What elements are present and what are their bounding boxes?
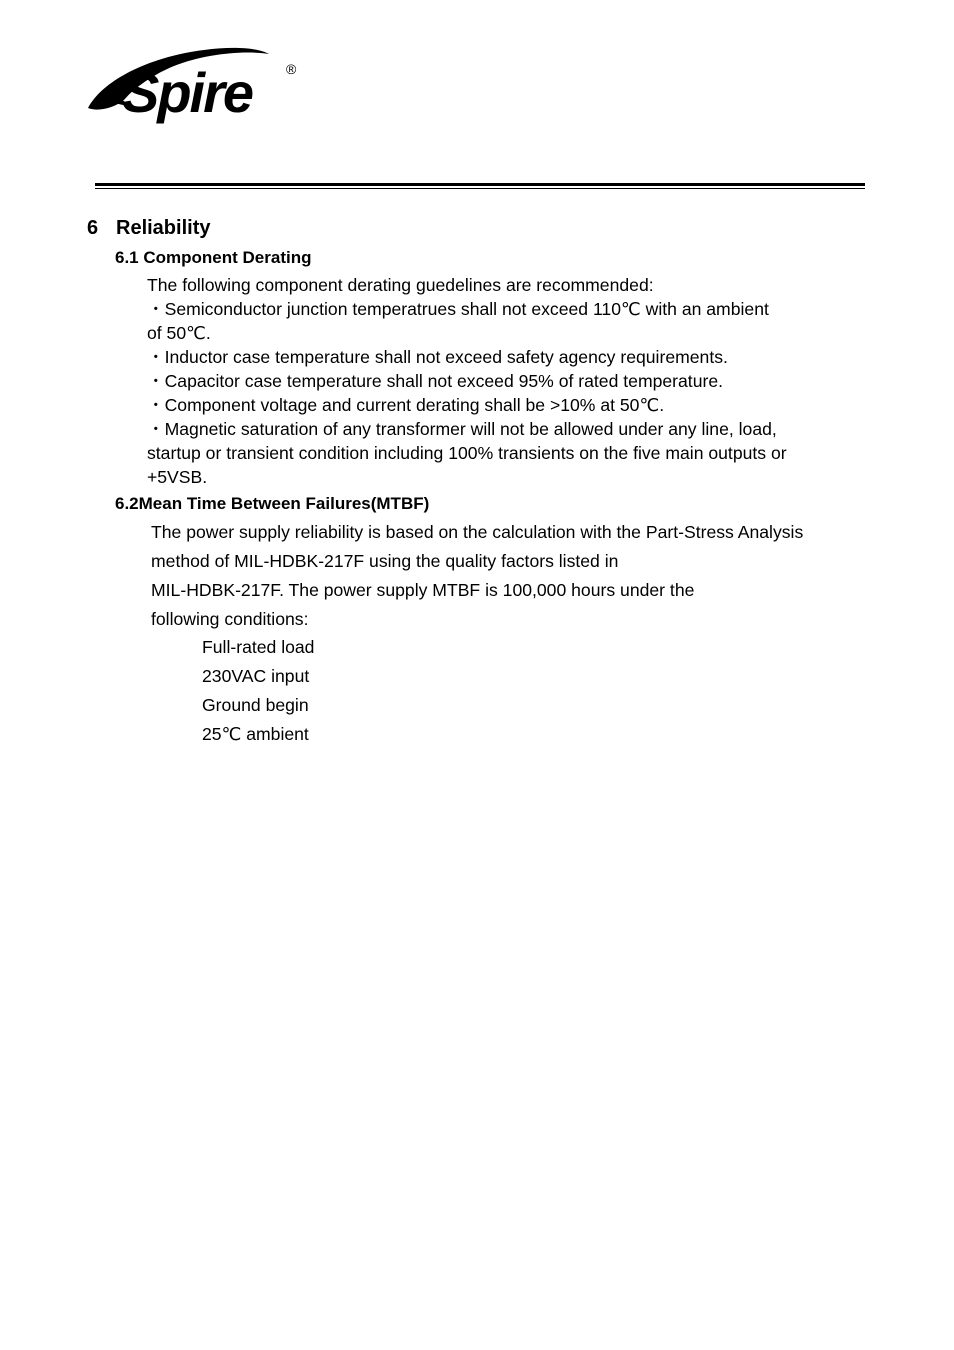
mtbf-line: MIL-HDBK-217F. The power supply MTBF is 100,000 hours under the xyxy=(151,580,695,600)
registered-mark: ® xyxy=(286,61,297,77)
subsection-title: Mean Time Between Failures(MTBF) xyxy=(138,494,430,513)
derating-item-magnetic-cont: startup or transient condition including 100% transients on the five main outputs or xyxy=(147,443,787,463)
condition-item: 25℃ ambient xyxy=(202,724,309,744)
spire-logo xyxy=(84,38,304,130)
mtbf-line: following conditions: xyxy=(151,609,309,629)
logo-wordmark: Spire xyxy=(122,61,253,124)
derating-item-magnetic-end: +5VSB. xyxy=(147,467,208,487)
mtbf-line: method of MIL-HDBK-217F using the quality factors listed in xyxy=(151,551,619,571)
condition-item: Ground begin xyxy=(202,695,309,715)
condition-item: Full-rated load xyxy=(202,637,315,657)
derating-item-voltage-current: ・Component voltage and current derating shall be >10% at 50℃. xyxy=(147,395,665,415)
header-rule-thick xyxy=(95,183,865,186)
derating-item-semiconductor-cont: of 50℃. xyxy=(147,323,211,343)
section-heading xyxy=(87,217,210,240)
derating-item-semiconductor: ・Semiconductor junction temperatrues shall not exceed 110℃ with an ambient xyxy=(147,299,769,319)
condition-item: 230VAC input xyxy=(202,666,310,686)
derating-item-capacitor: ・Capacitor case temperature shall not exceed 95% of rated temperature. xyxy=(147,371,724,391)
mtbf-line: The power supply reliability is based on the calculation with the Part-Stress Analysis xyxy=(151,522,804,542)
subsection-heading-component-derating xyxy=(115,248,311,268)
section-title: Reliability xyxy=(116,217,211,239)
subsection-number: 6.1 xyxy=(115,248,139,267)
derating-item-magnetic: ・Magnetic saturation of any transformer will not be allowed under any line, load, xyxy=(147,419,777,439)
subsection-number: 6.2 xyxy=(115,494,139,513)
header-rule-thin xyxy=(95,188,865,189)
derating-intro: The following component derating guedelines are recommended: xyxy=(147,275,654,295)
subsection-heading-mtbf xyxy=(115,494,429,514)
derating-item-inductor: ・Inductor case temperature shall not exceed safety agency requirements. xyxy=(147,347,728,367)
section-number: 6 xyxy=(87,217,99,239)
subsection-title: Component Derating xyxy=(143,248,312,267)
